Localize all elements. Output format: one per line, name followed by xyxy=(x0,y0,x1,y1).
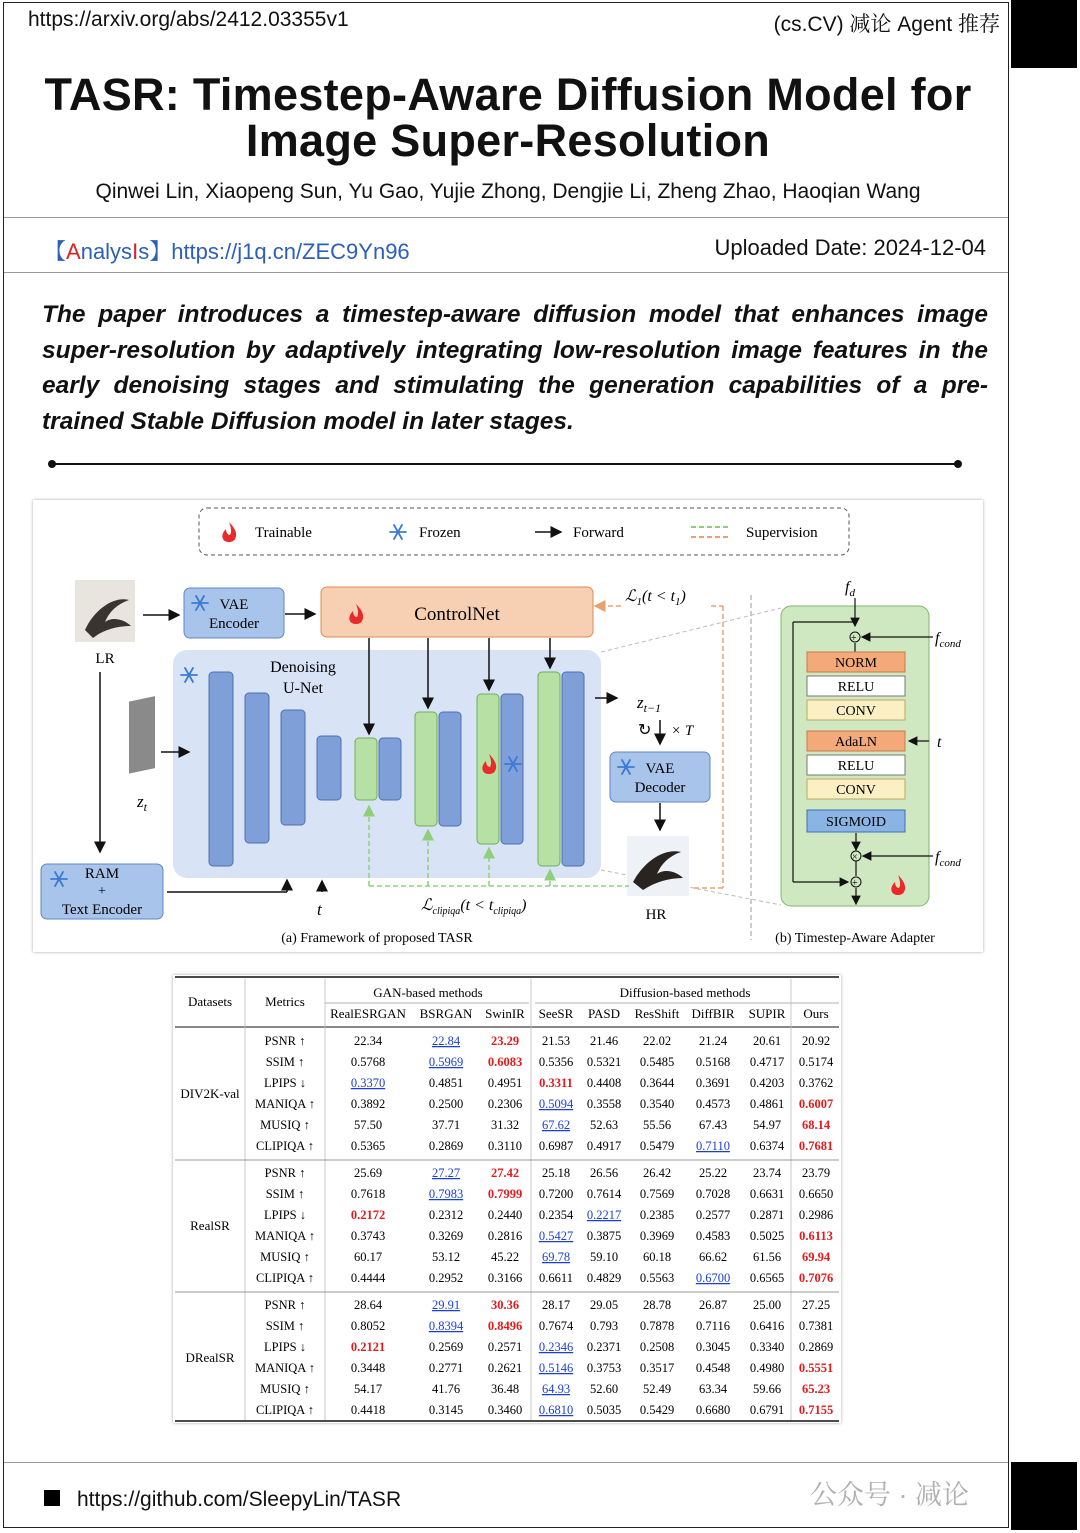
table-cell: 0.2952 xyxy=(428,1271,464,1285)
table-cell: 0.4851 xyxy=(428,1076,464,1090)
adapter-block xyxy=(538,672,560,866)
table-cell: 0.2569 xyxy=(428,1340,464,1354)
table-cell: 0.2577 xyxy=(695,1208,731,1222)
second-best-cell: 22.84 xyxy=(431,1034,461,1048)
vae-decoder-label-2: Decoder xyxy=(634,780,686,796)
table-cell: 59.10 xyxy=(589,1250,619,1264)
table-cell: 28.17 xyxy=(541,1298,571,1312)
dataset-name: RealSR xyxy=(190,1218,230,1233)
table-cell: 0.5429 xyxy=(639,1403,675,1417)
best-cell: 0.2121 xyxy=(350,1340,386,1354)
table-cell: 0.3340 xyxy=(749,1340,785,1354)
table-cell: 0.7200 xyxy=(538,1187,574,1201)
table-cell: 0.4418 xyxy=(350,1403,386,1417)
table-cell: 54.97 xyxy=(752,1118,782,1132)
table-cell: 0.6416 xyxy=(749,1319,785,1333)
metric-name: PSNR ↑ xyxy=(264,1034,306,1048)
table-cell: 0.3558 xyxy=(586,1097,622,1111)
method-header: SUPIR xyxy=(748,1006,786,1021)
best-cell: 0.7999 xyxy=(487,1187,523,1201)
table-cell: 36.48 xyxy=(490,1382,520,1396)
table-cell: 20.61 xyxy=(752,1034,782,1048)
best-cell: 0.7681 xyxy=(798,1139,834,1153)
method-header: PASD xyxy=(587,1006,621,1021)
dataset-name: DIV2K-val xyxy=(180,1086,240,1101)
table-cell: 22.02 xyxy=(642,1034,672,1048)
table-cell: 0.2871 xyxy=(749,1208,785,1222)
table-cell: 21.24 xyxy=(698,1034,728,1048)
table-cell: 0.3460 xyxy=(487,1403,523,1417)
table-cell: 0.6680 xyxy=(695,1403,731,1417)
table-cell: 0.2440 xyxy=(487,1208,523,1222)
summary-rule xyxy=(40,456,970,472)
second-best-cell: 0.7110 xyxy=(696,1139,730,1153)
table-cell: 0.6650 xyxy=(798,1187,834,1201)
legend-frozen: Frozen xyxy=(419,525,461,541)
controlnet-label: ControlNet xyxy=(414,604,500,625)
table-cell: 0.3540 xyxy=(639,1097,675,1111)
best-cell: 0.6007 xyxy=(798,1097,834,1111)
best-cell: 0.6083 xyxy=(487,1055,523,1069)
table-cell: 41.76 xyxy=(431,1382,461,1396)
fcond-label-top: $f_{cond}$ xyxy=(935,630,961,650)
table-cell: 0.7569 xyxy=(639,1187,675,1201)
table-cell: 0.7878 xyxy=(639,1319,675,1333)
table-cell: 0.5365 xyxy=(350,1139,386,1153)
table-cell: 0.3762 xyxy=(798,1076,834,1090)
ram-label-2: + xyxy=(98,884,106,899)
metric-name: MANIQA ↑ xyxy=(254,1229,316,1243)
table-cell: 0.5563 xyxy=(639,1271,675,1285)
svg-text:RELU: RELU xyxy=(837,759,875,774)
table-cell: 26.87 xyxy=(698,1298,728,1312)
table-cell: 31.32 xyxy=(490,1118,520,1132)
svg-text:CONV: CONV xyxy=(836,704,876,719)
adapter-t-label: t xyxy=(937,734,942,751)
svg-text:+: + xyxy=(851,633,857,644)
method-header: RealESRGAN xyxy=(330,1006,406,1021)
author-list: Qinwei Lin, Xiaopeng Sun, Yu Gao, Yujie Zhong, Dengjie Li, Zheng Zhao, Haoqian Wang xyxy=(95,180,921,203)
unet-block xyxy=(439,712,461,826)
method-header: Ours xyxy=(803,1006,829,1021)
table-cell: 0.2306 xyxy=(487,1097,523,1111)
table-cell: 23.74 xyxy=(752,1166,782,1180)
caption-b: (b) Timestep-Aware Adapter xyxy=(775,931,935,946)
table-cell: 0.5168 xyxy=(695,1055,731,1069)
table-cell: 0.5321 xyxy=(586,1055,622,1069)
svg-text:+: + xyxy=(852,878,858,889)
best-cell: 0.3311 xyxy=(539,1076,573,1090)
metric-name: MUSIQ ↑ xyxy=(260,1118,310,1132)
corner-block-bottom xyxy=(1011,1462,1077,1530)
second-best-cell: 0.5094 xyxy=(538,1097,574,1111)
table-cell: 0.3448 xyxy=(350,1361,386,1375)
metric-name: MUSIQ ↑ xyxy=(260,1250,310,1264)
table-cell: 0.3875 xyxy=(586,1229,622,1243)
table-cell: 61.56 xyxy=(752,1250,782,1264)
table-cell: 0.4583 xyxy=(695,1229,731,1243)
unet-block xyxy=(379,738,401,800)
table-cell: 0.4829 xyxy=(586,1271,622,1285)
title-line-1: TASR: Timestep-Aware Diffusion Model for xyxy=(44,69,972,120)
table-cell: 60.17 xyxy=(353,1250,383,1264)
svg-text:AdaLN: AdaLN xyxy=(835,735,877,750)
metric-name: LPIPS ↓ xyxy=(263,1208,307,1222)
table-cell: 0.3969 xyxy=(639,1229,675,1243)
table-cell: 21.46 xyxy=(589,1034,619,1048)
method-header: ResShift xyxy=(634,1006,680,1021)
table-cell: 67.43 xyxy=(698,1118,728,1132)
table-cell: 0.2385 xyxy=(639,1208,675,1222)
arxiv-url[interactable]: https://arxiv.org/abs/2412.03355v1 xyxy=(28,8,349,31)
table-cell: 60.18 xyxy=(642,1250,672,1264)
table-cell: 0.6374 xyxy=(749,1139,785,1153)
group-diff: Diffusion-based methods xyxy=(619,985,751,1000)
metric-name: SSIM ↑ xyxy=(265,1319,305,1333)
paper-title xyxy=(0,69,1016,166)
zt-label: $z_t$ xyxy=(137,792,147,814)
metric-name: MANIQA ↑ xyxy=(254,1097,316,1111)
legend-forward: Forward xyxy=(573,525,624,541)
best-cell: 69.94 xyxy=(801,1250,831,1264)
unet-block xyxy=(501,694,523,844)
table-cell: 0.4717 xyxy=(749,1055,785,1069)
table-cell: 0.7116 xyxy=(696,1319,730,1333)
table-cell: 0.5485 xyxy=(639,1055,675,1069)
analysis-word: nalys xyxy=(80,239,133,264)
svg-text:SIGMOID: SIGMOID xyxy=(826,815,886,830)
table-cell: 0.6987 xyxy=(538,1139,574,1153)
table-cell: 59.66 xyxy=(752,1382,782,1396)
best-cell: 68.14 xyxy=(801,1118,831,1132)
loop-icon: ↻ xyxy=(638,722,652,739)
table-cell: 0.3269 xyxy=(428,1229,464,1243)
table-cell: 26.42 xyxy=(642,1166,672,1180)
table-cell: 0.3743 xyxy=(350,1229,386,1243)
table-cell: 57.50 xyxy=(353,1118,383,1132)
table-cell: 25.00 xyxy=(752,1298,782,1312)
table-cell: 52.49 xyxy=(642,1382,672,1396)
table-cell: 63.34 xyxy=(698,1382,728,1396)
table-cell: 0.3166 xyxy=(487,1271,523,1285)
best-cell: 65.23 xyxy=(801,1382,831,1396)
vae-encoder-label-1: VAE xyxy=(219,597,249,613)
table-cell: 55.56 xyxy=(642,1118,672,1132)
unet-block xyxy=(562,672,584,866)
legend-supervision: Supervision xyxy=(746,525,818,541)
github-link[interactable]: https://github.com/SleepyLin/TASR xyxy=(77,1488,402,1511)
bracket-close: 】 xyxy=(149,239,172,264)
table-cell: 0.5479 xyxy=(639,1139,675,1153)
table-cell: 0.4861 xyxy=(749,1097,785,1111)
table-cell: 0.5035 xyxy=(586,1403,622,1417)
unet-label-1: Denoising xyxy=(270,659,336,676)
table-cell: 0.6611 xyxy=(539,1271,573,1285)
table-cell: 25.18 xyxy=(541,1166,571,1180)
best-cell: 0.6113 xyxy=(799,1229,833,1243)
table-cell: 0.7614 xyxy=(586,1187,622,1201)
metric-name: LPIPS ↓ xyxy=(263,1340,307,1354)
divider-mid xyxy=(4,272,1008,273)
group-gan: GAN-based methods xyxy=(373,985,483,1000)
table-cell: 0.2571 xyxy=(487,1340,523,1354)
table-cell: 25.22 xyxy=(698,1166,728,1180)
table-cell: 52.63 xyxy=(589,1118,619,1132)
analysis-letter-a: A xyxy=(66,239,81,264)
table-cell: 0.3110 xyxy=(488,1139,522,1153)
table-cell: 66.62 xyxy=(698,1250,728,1264)
svg-text:NORM: NORM xyxy=(834,656,878,671)
best-cell: 0.2172 xyxy=(350,1208,386,1222)
table-cell: 0.3691 xyxy=(695,1076,731,1090)
table-cell: 0.2312 xyxy=(428,1208,464,1222)
analysis-link[interactable] xyxy=(44,235,410,266)
table-cell: 0.2354 xyxy=(538,1208,574,1222)
table-cell: 0.4203 xyxy=(749,1076,785,1090)
divider-top xyxy=(4,217,1008,218)
svg-text:×: × xyxy=(852,852,858,863)
table-cell: 0.7674 xyxy=(538,1319,574,1333)
vae-decoder-label-1: VAE xyxy=(645,761,675,777)
table-cell: 23.79 xyxy=(801,1166,831,1180)
table-cell: 0.5174 xyxy=(798,1055,834,1069)
table-cell: 0.2500 xyxy=(428,1097,464,1111)
fd-label: $f_d$ xyxy=(845,579,855,599)
second-best-cell: 0.5969 xyxy=(428,1055,464,1069)
divider-bottom xyxy=(4,1462,1008,1463)
table-cell: 0.2816 xyxy=(487,1229,523,1243)
table-cell: 0.3753 xyxy=(586,1361,622,1375)
legend-trainable: Trainable xyxy=(255,525,312,541)
table-cell: 0.8052 xyxy=(350,1319,386,1333)
metric-name: CLIPIQA ↑ xyxy=(256,1403,314,1417)
second-best-cell: 69.78 xyxy=(541,1250,571,1264)
adapter-block xyxy=(355,738,377,800)
metric-name: SSIM ↑ xyxy=(265,1055,305,1069)
second-best-cell: 64.93 xyxy=(541,1382,571,1396)
table-cell: 0.6565 xyxy=(749,1271,785,1285)
unet-block xyxy=(281,710,305,825)
head-datasets: Datasets xyxy=(187,994,233,1009)
uploaded-date: Uploaded Date: 2024-12-04 xyxy=(714,235,986,260)
adapter-block xyxy=(415,712,437,826)
l1-loss-label: ℒ$_1$(t < $t_1$) xyxy=(625,588,686,608)
method-header: BSRGAN xyxy=(419,1006,473,1021)
table-cell: 22.34 xyxy=(353,1034,383,1048)
table-cell: 0.4980 xyxy=(749,1361,785,1375)
table-cell: 28.78 xyxy=(642,1298,672,1312)
table-cell: 0.6631 xyxy=(749,1187,785,1201)
table-cell: 0.3892 xyxy=(350,1097,386,1111)
bracket-open: 【 xyxy=(44,239,67,264)
table-cell: 0.7028 xyxy=(695,1187,731,1201)
table-cell: 0.5025 xyxy=(749,1229,785,1243)
metric-name: MANIQA ↑ xyxy=(254,1361,316,1375)
lr-image xyxy=(75,580,135,667)
table-cell: 0.4408 xyxy=(586,1076,622,1090)
second-best-cell: 0.5146 xyxy=(538,1361,574,1375)
table-cell: 20.92 xyxy=(801,1034,831,1048)
svg-text:CONV: CONV xyxy=(836,783,876,798)
bullet-square xyxy=(44,1490,60,1506)
table-cell: 0.5356 xyxy=(538,1055,574,1069)
table-cell: 0.793 xyxy=(589,1319,619,1333)
table-cell: 0.2869 xyxy=(798,1340,834,1354)
table-cell: 25.69 xyxy=(353,1166,383,1180)
legend xyxy=(199,508,849,555)
best-cell: 0.7155 xyxy=(798,1403,834,1417)
table-cell: 37.71 xyxy=(431,1118,461,1132)
metric-name: LPIPS ↓ xyxy=(263,1076,307,1090)
table-cell: 27.25 xyxy=(801,1298,831,1312)
table-cell: 0.7381 xyxy=(798,1319,834,1333)
head-metrics: Metrics xyxy=(265,994,305,1009)
trainable-flame-icon xyxy=(222,522,236,542)
vae-encoder-label-2: Encoder xyxy=(209,616,259,632)
paper-summary: The paper introduces a timestep-aware diffusion model that enhances image super-resolution by adaptively integrating low-resolution image features in the early denoising stages and stimulating the generation capabilities of a pre-trained Stable Diffusion model in later stages. xyxy=(42,301,988,435)
method-header: DiffBIR xyxy=(691,1006,735,1021)
table-cell: 0.2371 xyxy=(586,1340,622,1354)
metric-name: MUSIQ ↑ xyxy=(260,1382,310,1396)
best-cell: 30.36 xyxy=(490,1298,520,1312)
table-cell: 52.60 xyxy=(589,1382,619,1396)
table-cell: 0.3517 xyxy=(639,1361,675,1375)
table-cell: 0.2508 xyxy=(639,1340,675,1354)
second-best-cell: 0.7983 xyxy=(428,1187,464,1201)
second-best-cell: 0.2346 xyxy=(538,1340,574,1354)
method-header: SwinIR xyxy=(485,1006,525,1021)
frozen-snowflake-icon xyxy=(390,525,406,539)
unet-block xyxy=(317,736,341,800)
noisy-latent xyxy=(129,696,155,774)
second-best-cell: 0.8394 xyxy=(428,1319,464,1333)
metric-name: CLIPIQA ↑ xyxy=(256,1139,314,1153)
table-cell: 0.3045 xyxy=(695,1340,731,1354)
table-cell: 29.05 xyxy=(589,1298,619,1312)
metric-name: PSNR ↑ xyxy=(264,1166,306,1180)
ram-label-3: Text Encoder xyxy=(61,902,143,918)
title-line-2: Image Super-Resolution xyxy=(245,115,771,166)
fcond-label-bottom: $f_{cond}$ xyxy=(935,849,961,869)
unet-block xyxy=(209,672,233,866)
wechat-watermark: 公众号 · 减论 xyxy=(810,1480,969,1510)
table-cell: 0.4917 xyxy=(586,1139,622,1153)
table-cell: 28.64 xyxy=(353,1298,383,1312)
second-best-cell: 29.91 xyxy=(431,1298,461,1312)
table-cell: 54.17 xyxy=(353,1382,383,1396)
table-cell: 0.4548 xyxy=(695,1361,731,1375)
table-cell: 0.6791 xyxy=(749,1403,785,1417)
best-cell: 0.5551 xyxy=(798,1361,834,1375)
hr-label: HR xyxy=(645,907,667,923)
caption-a: (a) Framework of proposed TASR xyxy=(281,931,473,946)
unet-block xyxy=(245,693,269,843)
table-cell: 0.4444 xyxy=(350,1271,386,1285)
analysis-word-end: s xyxy=(138,239,150,264)
loop-label: × T xyxy=(671,723,694,739)
table-cell: 0.3644 xyxy=(639,1076,675,1090)
metric-name: SSIM ↑ xyxy=(265,1187,305,1201)
table-cell: 26.56 xyxy=(589,1166,619,1180)
table-cell: 0.2621 xyxy=(487,1361,523,1375)
method-header: SeeSR xyxy=(538,1006,574,1021)
table-cell: 21.53 xyxy=(541,1034,571,1048)
best-cell: 0.7076 xyxy=(798,1271,834,1285)
table-cell: 0.4573 xyxy=(695,1097,731,1111)
hr-image xyxy=(627,836,689,923)
metric-name: CLIPIQA ↑ xyxy=(256,1271,314,1285)
category-tag: (cs.CV) 减论 Agent 推荐 xyxy=(773,13,1000,36)
table-cell: 0.2869 xyxy=(428,1139,464,1153)
best-cell: 0.8496 xyxy=(487,1319,523,1333)
lr-label: LR xyxy=(95,651,115,667)
table-cell: 0.7618 xyxy=(350,1187,386,1201)
ram-label-1: RAM xyxy=(84,866,120,882)
second-best-cell: 0.6700 xyxy=(695,1271,731,1285)
dataset-name: DRealSR xyxy=(185,1350,235,1365)
table-cell: 0.2771 xyxy=(428,1361,464,1375)
best-cell: 27.42 xyxy=(490,1166,520,1180)
second-best-cell: 0.6810 xyxy=(538,1403,574,1417)
table-cell: 0.3145 xyxy=(428,1403,464,1417)
analysis-letter-i: I xyxy=(132,239,139,264)
best-cell: 23.29 xyxy=(490,1034,520,1048)
second-best-cell: 0.2217 xyxy=(586,1208,622,1222)
second-best-cell: 0.5427 xyxy=(538,1229,574,1243)
results-table xyxy=(173,975,841,1423)
second-best-cell: 0.3370 xyxy=(350,1076,386,1090)
second-best-cell: 27.27 xyxy=(431,1166,461,1180)
second-best-cell: 67.62 xyxy=(541,1118,571,1132)
corner-block-top xyxy=(1011,0,1077,68)
zt1-label: $z_{t-1}$ xyxy=(637,693,662,715)
table-cell: 0.4951 xyxy=(487,1076,523,1090)
framework-figure xyxy=(33,500,983,952)
table-cell: 0.5768 xyxy=(350,1055,386,1069)
table-cell: 53.12 xyxy=(431,1250,461,1264)
table-cell: 45.22 xyxy=(490,1250,520,1264)
svg-text:RELU: RELU xyxy=(837,680,875,695)
metric-name: PSNR ↑ xyxy=(264,1298,306,1312)
analysis-url[interactable]: https://j1q.cn/ZEC9Yn96 xyxy=(171,239,410,264)
table-cell: 0.2986 xyxy=(798,1208,834,1222)
timestep-label: t xyxy=(317,900,322,919)
clipiqa-loss-label: ℒ$_{clipiqa}$(t < $t_{clipiqa}$) xyxy=(421,897,527,917)
unet-label-2: U-Net xyxy=(283,680,323,697)
